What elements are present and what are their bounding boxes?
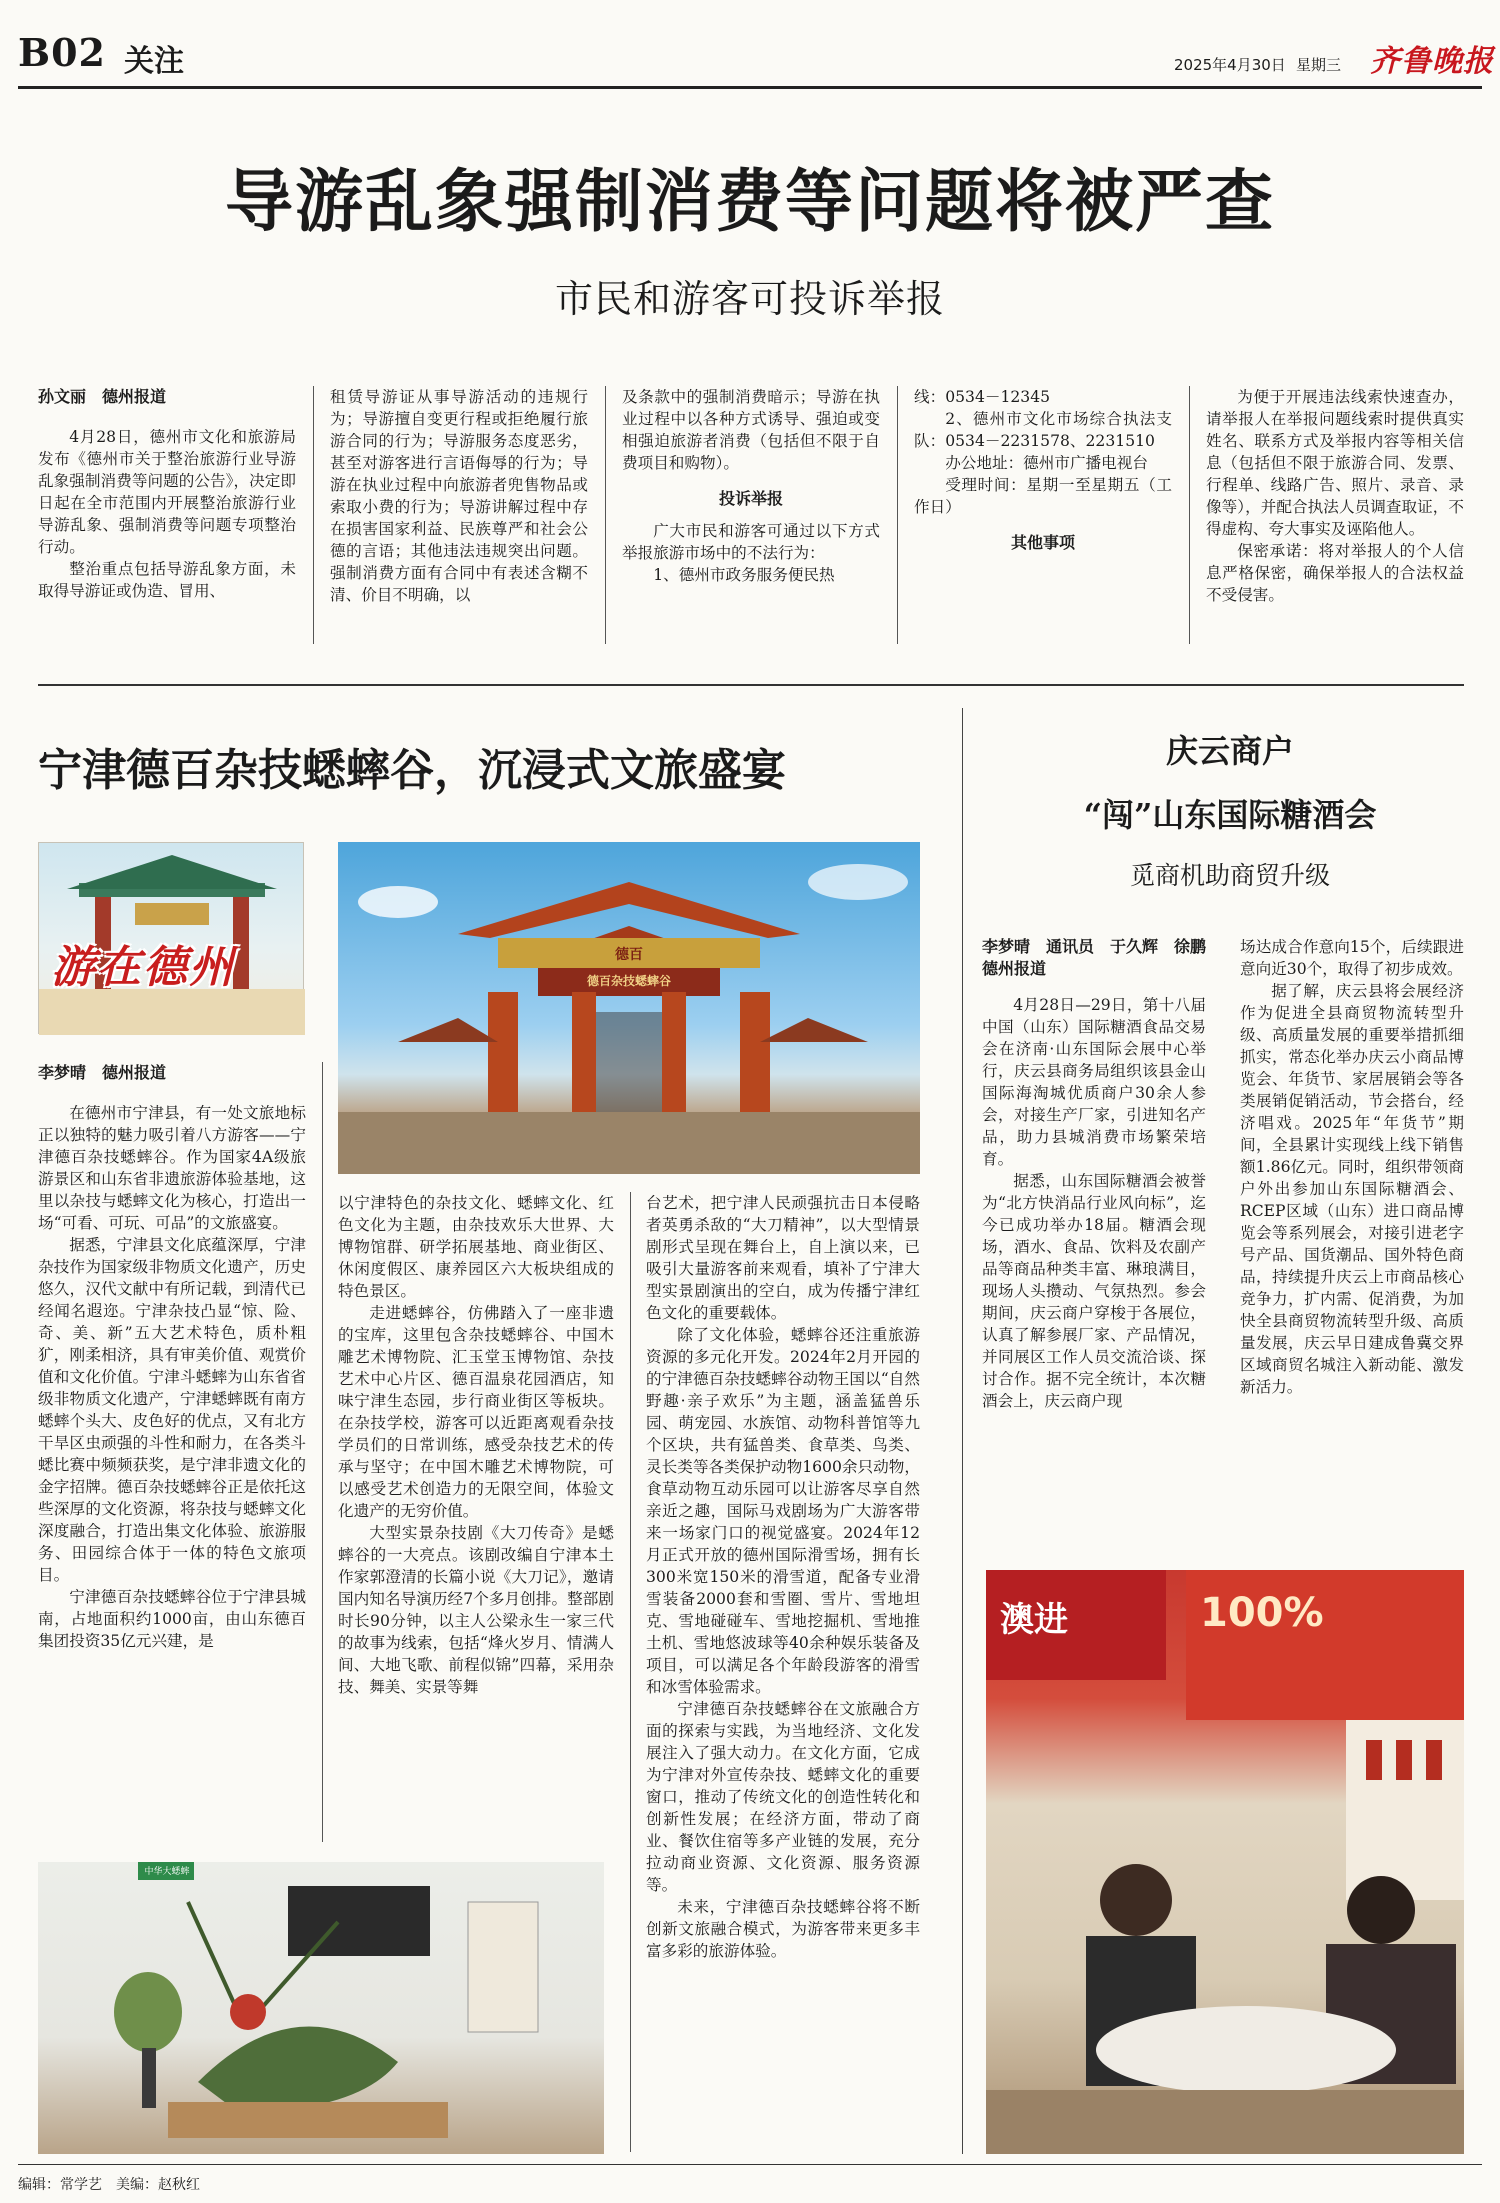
photo-park-gate	[338, 842, 920, 1174]
issue-date: 2025年4月30日	[1174, 56, 1286, 74]
issue-weekday: 星期三	[1296, 56, 1342, 74]
lead-paragraph: 及条款中的强制消费暗示；导游在执业过程中以各种方式诱导、强迫或变相强迫旅游者消费（包括但不限于自费项目和购物）。	[622, 388, 880, 472]
feature-paragraph: 宁津德百杂技蟋蟀谷位于宁津县城南，占地面积约1000亩，由山东德百集团投资35亿元兴建，是	[38, 1588, 306, 1650]
cricket-carving-illustration	[38, 1862, 604, 2154]
side-paragraph: 4月28日—29日，第十八届中国（山东）国际糖酒食品交易会在济南·山东国际会展中心举行，庆云县商务局组织该县金山国际海淘城优质商户30余人参会，对接生产厂家，引进知名产品，助力县城消费市场繁荣培育。	[982, 996, 1206, 1168]
lead-paragraph: 线：0534－12345	[914, 388, 1051, 406]
photo-cricket-carving	[38, 1862, 604, 2154]
column-logo-text: 游在德州	[51, 942, 235, 993]
lead-paragraph: 租赁导游证从事导游活动的违规行为；导游擅自变更行程或拒绝履行旅游合同的行为；导游服务态度恶劣，甚至对游客进行言语侮辱的行为；导游在执业过程中向旅游者兜售物品或索取小费的行为；导游讲解过程中存在损害国家利益、民族尊严和社会公德的言语；其他违法违规突出问题。强制消费方面有合同中有表述含糊不清、价目不明确，以	[330, 388, 588, 604]
fair-sign-text: 澳进	[1000, 1600, 1068, 1640]
lead-paragraph: 整治重点包括导游乱象方面，未取得导游证或伪造、冒用、	[38, 560, 296, 600]
feature-paragraph: 以宁津特色的杂技文化、蟋蟀文化、红色文化为主题，由杂技欢乐大世界、大博物馆群、研学拓展基地、商业街区、休闲度假区、康养园区六大板块组成的特色景区。	[338, 1194, 614, 1300]
column-logo	[38, 842, 304, 1034]
lead-paragraph: 2、德州市文化市场综合执法支队：0534－2231578、2231510	[914, 410, 1172, 450]
footer-rule	[18, 2164, 1482, 2165]
lead-col-4	[914, 386, 1172, 646]
side-col-1	[982, 936, 1223, 1556]
feature-paragraph: 台艺术，把宁津人民顽强抗击日本侵略者英勇杀敌的“大刀精神”，以大型情景剧形式呈现在舞台上，自上演以来，已吸引大量游客前来观看，填补了宁津大型实景剧演出的空白，成为传播宁津红色文化的重要载体。	[646, 1194, 920, 1322]
lead-col-3	[622, 386, 880, 646]
feature-paragraph: 走进蟋蟀谷，仿佛踏入了一座非遗的宝库，这里包含杂技蟋蟀谷、中国木雕艺术博物院、汇玉堂玉博物馆、杂技艺术中心片区、德百温泉花园酒店，知味宁津生态园，步行商业街区等板块。在杂技学校，游客可以近距离观看杂技学员们的日常训练，感受杂技艺术的传承与坚守；在中国木雕艺术博物院，可以感受艺术创造力的无限空间，体验文化遗产的无穷价值。	[338, 1304, 614, 1520]
feature-paragraph: 宁津德百杂技蟋蟀谷在文旅融合方面的探索与实践，为当地经济、文化发展注入了强大动力。在文化方面，它成为宁津对外宣传杂技、蟋蟀文化的重要窗口，推动了传统文化的创造性转化和创新性发展；在经济方面，带动了商业、餐饮住宿等多产业链的发展，充分拉动商业资源、文化资源、服务资源等。	[646, 1700, 920, 1894]
side-paragraph: 场达成合作意向15个，后续跟进意向近30个，取得了初步成效。	[1240, 938, 1464, 978]
feature-paragraph: 未来，宁津德百杂技蟋蟀谷将不断创新文旅融合模式，为游客带来更多丰富多彩的旅游体验。	[646, 1898, 920, 1960]
lead-paragraph: 受理时间：星期一至星期五（工作日）	[914, 476, 1172, 516]
lead-paragraph: 广大市民和游客可通过以下方式举报旅游市场中的不法行为：	[622, 522, 880, 562]
gate-board-text: 德百杂技蟋蟀谷	[586, 974, 671, 988]
lead-paragraph: 保密承诺：将对举报人的个人信息严格保密，确保举报人的合法权益不受侵害。	[1206, 542, 1464, 604]
header-rule	[18, 86, 1482, 89]
feature-headline: 宁津德百杂技蟋蟀谷，沉浸式文旅盛宴	[38, 745, 786, 796]
lead-byline: 孙文丽 德州报道	[38, 387, 167, 406]
section-divider	[962, 708, 963, 2154]
fair-scene-illustration	[986, 1570, 1464, 2154]
column-divider	[897, 386, 898, 644]
lead-paragraph: 4月28日，德州市文化和旅游局发布《德州市关于整治旅游行业导游乱象强制消费等问题的公告》，决定即日起在全市范围内开展整治旅游行业导游乱象、强制消费等问题专项整治行动。	[38, 428, 296, 556]
lead-subhead: 市民和游客可投诉举报	[554, 277, 945, 321]
column-divider	[605, 386, 606, 644]
gate-building-illustration	[338, 842, 920, 1174]
exhibit-sign-text: 中华大蟋蟀	[144, 1867, 190, 1877]
photo-sugar-wine-fair	[986, 1570, 1464, 2154]
feature-paragraph: 除了文化体验，蟋蟀谷还注重旅游资源的多元化开发。2024年2月开园的的宁津德百杂技蟋蟀谷动物王国以“自然野趣·亲子欢乐”为主题，涵盖猛兽乐园、萌宠园、水族馆、动物科普馆等九个区块，共有猛兽类、食草类、鸟类、灵长类等各类保护动物1600余只动物，食草动物互动乐园可以让游客尽享自然亲近之趣，国际马戏剧场为广大游客带来一场家门口的视觉盛宴。2024年12月正式开放的德州国际滑雪场，拥有长300米宽150米的滑雪道，配备专业滑雪装备2000套和雪圈、雪片、雪地坦克、雪地碰碰车、雪地挖掘机、雪地推土机、雪地悠波球等40余种娱乐装备及项目，可以满足各个年龄段游客的滑雪和冰雪体验需求。	[646, 1326, 920, 1696]
feature-col-3	[646, 1192, 920, 2152]
lead-section-heading: 其他事项	[1010, 533, 1075, 552]
feature-col-1	[38, 1062, 306, 1842]
section-rule	[38, 684, 1464, 686]
feature-paragraph: 据悉，宁津县文化底蕴深厚，宁津杂技作为国家级非物质文化遗产，历史悠久，汉代文献中有所记载，到清代已经闻名遐迩。宁津杂技凸显“惊、险、奇、美、新”五大艺术特色，质朴粗犷，刚柔相济，具有审美价值、观赏价值和文化价值。宁津斗蟋蟀为山东省省级非物质文化遗产，宁津蟋蟀既有南方蟋蟀个头大、皮色好的优点，又有北方干旱区虫顽强的斗性和耐力，在各类斗蟋比赛中频频获奖，是宁津非遗文化的金字招牌。德百杂技蟋蟀谷正是依托这些深厚的文化资源，将杂技与蟋蟀文化深度融合，打造出集文化体验、旅游服务、田园综合体于一体的特色文旅项目。	[38, 1236, 306, 1584]
masthead-logo: 齐鲁晚报	[1370, 44, 1494, 79]
column-divider	[322, 1062, 323, 1842]
side-headline-1: 庆云商户	[1165, 732, 1294, 770]
column-divider	[630, 1192, 631, 2152]
gate-logo-text: 德百	[615, 947, 643, 963]
feature-paragraph: 在德州市宁津县，有一处文旅地标正以独特的魅力吸引着八方游客——宁津德百杂技蟋蟀谷。作为国家4A级旅游景区和山东省非遗旅游体验基地，这里以杂技与蟋蟀文化为核心，打造出一场“可看、可玩、可品”的文旅盛宴。	[38, 1104, 306, 1232]
lead-col-5	[1206, 386, 1464, 646]
column-divider	[313, 386, 314, 644]
feature-paragraph: 大型实景杂技剧《大刀传奇》是蟋蟀谷的一大亮点。该剧改编自宁津本土作家郭澄清的长篇小说《大刀记》，邀请国内知名导演历经7个多月创排。整部剧时长90分钟，以主人公梁永生一家三代的故事为线索，包括“烽火岁月、情满人间、大地飞歌、前程似锦”四幕，采用杂技、舞美、实景等舞	[338, 1524, 614, 1696]
lead-col-1	[38, 386, 296, 646]
lead-paragraph: 1、德州市政务服务便民热	[653, 566, 835, 584]
side-col-2	[1240, 936, 1464, 1556]
feature-col-2	[338, 1192, 614, 1842]
section-name: 关注	[124, 44, 184, 79]
page-number: B02	[18, 30, 106, 75]
lead-section-heading: 投诉举报	[718, 489, 783, 508]
side-subhead: 觅商机助商贸升级	[1129, 861, 1330, 890]
lead-col-2	[330, 386, 588, 646]
side-paragraph: 据了解，庆云县将会展经济作为促进全县商贸物流转型升级、高质量发展的重要举措抓细抓实，常态化举办庆云小商品博览会、年货节、家居展销会等各类展销促销活动，节会搭台，经济唱戏。2025年“年货节”期间，全县累计实现线上线下销售额1.86亿元。同时，组织带领商户外出参加山东国际糖酒会、RCEP区域（山东）进口商品博览会等系列展会，对接引进老字号产品、国货潮品、国外特色商品，持续提升庆云上市商品核心竞争力，扩内需、促消费，为加快全县商贸物流转型升级、高质量发展，庆云早日建成鲁冀交界区域商贸名城注入新动能、激发新活力。	[1240, 982, 1464, 1396]
feature-byline: 李梦晴 德州报道	[38, 1063, 167, 1082]
lead-headline: 导游乱象强制消费等问题将被严查	[224, 162, 1275, 242]
side-headline-2: “闯”山东国际糖酒会	[1083, 796, 1377, 834]
lead-paragraph: 为便于开展违法线索快速查办，请举报人在举报问题线索时提供真实姓名、联系方式及举报内容等相关信息（包括但不限于旅游合同、发票、行程单、线路广告、照片、录音、录像等），并配合执法人员调查取证，不得虚构、夸大事实及诬陷他人。	[1206, 388, 1464, 538]
lead-paragraph: 办公地址：德州市广播电视台	[945, 454, 1148, 472]
editor-credit: 编辑：常学艺 美编：赵秋红	[18, 2177, 200, 2193]
side-paragraph: 据悉，山东国际糖酒会被誉为“北方快消品行业风向标”，迄今已成功举办18届。糖酒会现场，酒水、食品、饮料及农副产品等商品种类丰富、琳琅满目，现场人头攒动、气氛热烈。参会期间，庆云商户穿梭于各展位，认真了解参展厂家、产品情况，并同展区工作人员交流洽谈、探讨合作。据不完全统计，本次糖酒会上，庆云商户现	[982, 1172, 1206, 1410]
side-byline: 李梦晴 通讯员 于久辉 徐鹏 德州报道	[982, 937, 1223, 978]
column-divider	[1189, 386, 1190, 644]
fair-poster-text: 100%	[1200, 1590, 1324, 1636]
